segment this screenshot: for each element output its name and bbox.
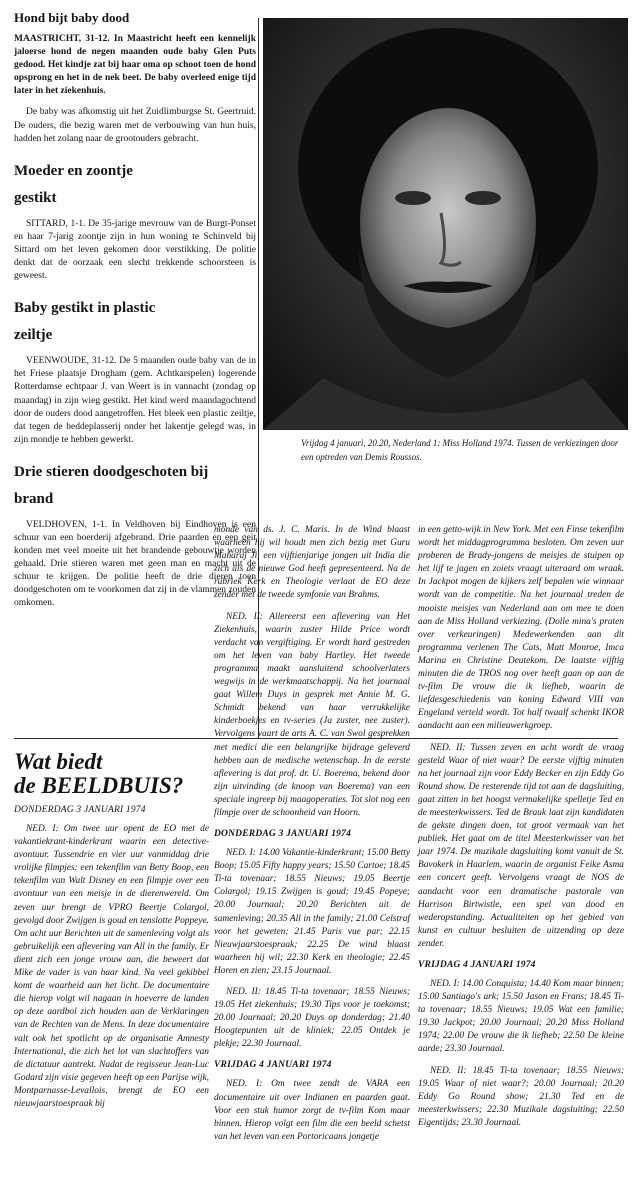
headline-drie-stieren: Drie stieren doodgeschoten bij brand [14, 463, 209, 507]
article-lead: MAASTRICHT, 31-12. In Maastricht heeft een kennelijk jaloerse hond de negen maanden oude baby Glen Puts gedood. Het kindje zat bij haar oma op schoot toen de hond opsprong en het in de nek beet. De baby overleed enige tijd later in het ziekenhuis. [14, 34, 256, 97]
article-body: VEENWOUDE, 31-12. De 5 maanden oude baby van de in het Friese plaatsje Drogham (gem. Achtkarspelen) logerende Rotterdamse echtpaar J. van Weert is in vannacht (zondag op maandag) in zijn wieg gestikt. Het kind werd maandagochtend door de ouders dood aangetroffen. Het bleek een plastic zeiltje, dat tegen de beddeplasserij onder het lakentje gelegd was, in zijn mondje te hebben gewerkt. [14, 356, 256, 445]
day-header-thursday: DONDERDAG 3 JANUARI 1974 [214, 829, 352, 840]
day-header-friday: VRIJDAG 4 JANUARI 1974 [214, 1060, 332, 1071]
day-header-friday: VRIJDAG 4 JANUARI 1974 [418, 960, 536, 970]
program-text: NED. II: Tussen zeven en acht wordt de vraag gesteld Waar of niet waar? De eerste vijftig minuten na het journaal zijn voor Eddy Becker en zijn Eddy Go Round show. De resterende tijd tot aan de dagsluiting, gaat zitten in het hoogst vermakelijke spelletje Ted en de meesterkwissers. Ted de Brauk laat zijn kandidaten de gekste dingen doen, tot groot vermaak van het publiek. Het gaat om de titel Meesterkwisser van het jaar 1974. De muzikale dagsluiting komt vanuit de St. Bavokerk in Haarlem, waarin de organist Feike Asma een concert geeft. Vervolgens vraagt de NOS de aandacht voor een dramatische pastorale van Harrison Birtwistle, een spel van dood en wederopstanding. Actualiteiten op het gebied van kunst en cultuur besluiten de uitzending op deze zender. [418, 742, 624, 949]
section-title [14, 750, 209, 798]
program-listing: NED. II: 18.45 Ti-ta tovenaar; 18.55 Nieuws; 19.05 Het ziekenhuis; 19.30 Tips voor je toekomst; 20.00 Journaal; 20.20 Duys op donderdag; 21.40 Hoogtepunten uit de kliniek; 22.05 Ontdek je plekje; 22.30 Journaal. [214, 987, 410, 1050]
photo-caption: Vrijdag 4 januari, 20.20, Nederland 1: Miss Holland 1974. Tussen de verkiezingen door een optreden van Demis Roussos. [301, 438, 619, 462]
program-listing: NED. I: 14.00 Conquista; 14.40 Kom maar binnen; 15.00 Santiago's ark; 15.50 Jason en Frans; 18.45 Ti-ta tovenaar; 18.55 Nieuws; 19.05 Wat een familie; 19.30 Jackpot; 20.00 Journaal; 20.20 Miss Holland 1974; 22.00 De vrouw die ik liefheb; 22.50 De kleine aarde; 23.30 Journaal. [418, 979, 624, 1055]
program-text: NED. I: Om twee uur opent de EO met de vakantiekrant-kinderkrant waarin een detective-avontuur. Tussendrie en vier uur vanmiddag drie vrolijke filmpjes: een tekenfilm van Betty Boop, een tekenfilm van Walt Disney en een filmpje over een avontuur van een meisje in de dierenwereld. Om zeven uur brengt de VPRO Beertje Colargol, gevolgd door Zwijgen is goud en tenslotte Poppeye. Om acht uur Berichten uit de samenleving volgt als gebruikelijk een aflevering van All in the family. Er dient zich een jonge vrouw aan, die beweert dat Mike de vader is van haar kind. Na veel gekibbel komt de waarheid aan het licht. De documentaire die hierop volgt wil nagaan in hoeverre de landen op deze aardbol zich houden aan de Verklaringen van de Rechten van de Mens. In deze documentaire valt ook het spotlicht op de organisatie Amnesty International, die zich het lot van slachtoffers van de dictatuur aantrekt. Nadat de regisseur Jean-Luc Godard zijn visie gegeven heeft op een Parijse wijk, Montparnasse-Levallois, brengt de EO een nieuwjaarstoespraak bij [14, 824, 209, 1109]
photo-demis-roussos [263, 18, 628, 430]
headline-moeder-en-zoontje: Moeder en zoontje gestikt [14, 162, 133, 206]
article-body: De baby was afkomstig uit het Zuidlimburgse St. Geertruid. De ouders, die bezig waren met de verbouwing van hun huis, hadden het zolang naar de grootouders gebracht. [14, 107, 256, 144]
day-header-thursday: DONDERDAG 3 JANUARI 1974 [14, 805, 146, 815]
program-listing: NED. I: 14.00 Vakantie-kinderkrant; 15.00 Betty Boop; 15.05 Fifty happy years; 15.50 Cartoe; 18.45 Ti-ta tovenaar; 18.55 Nieuws; 19.05 Beertje Colargol; 19.15 Zwijgen is goud; 19.45 Popeye; 20.00 Journaal; 20.20 Berichten uit de samenleving; 20.35 All in the family; 21.00 Celstraf voor het geweten; 21.45 Paris vue par; 22.15 Nieuwjaarstoespraak; 22.25 De wind blaast waarheen hij wil; 22.30 Kerk en theologie; 22.45 Horen en zien; 23.15 Journaal. [214, 848, 410, 976]
article-body: VELDHOVEN, 1-1. In Veldhoven bij Eindhoven is een schuur van een boerderij afgebrand. Drie paarden en een geit konden met veel moeite uit het brandende gebouwtje worden gehaald. Drie stieren waren met geen man en macht uit de schuur te krijgen. De politie heeft de drie dieren toen doodgeschoten om te voorkomen dat zij in de vlammen zouden omkomen. [14, 519, 256, 609]
program-listing: NED. II: 18.45 Ti-ta tovenaar; 18.55 Nieuws; 19.05 Waar of niet waar?; 20.00 Journaal; 20.20 Eddy Go Round show; 21.30 Ted en de meesterkwissers; 22.30 Muzikale dagsluiting; 22.50 Eigentijds; 23.30 Journaal. [418, 1065, 624, 1128]
tv-column-1 [14, 750, 209, 1111]
headline-hond-bijt-baby-dood: Hond bijt baby dood [14, 10, 130, 25]
program-text: monde van ds. J. C. Maris. In de Wind blaast waarheen hij wil houdt men zich bezig met Guru Maharaj Ji, een vijftienjarige jongen uit India die zich als de nieuwe God heeft gepresenteerd. Na de rubriek Kerk en Theologie verlaat de EO deze zender met de tweede symfonie van Brahms. [214, 525, 410, 601]
portrait-image [263, 18, 628, 430]
program-text: NED. I: Om twee zendt de VARA een documentaire uit over Indianen en paarden gaat. Voor een stuk humor zorgt de tv-film Kom maar binnen. Hierop volgt een film die een beeld schetst van het leven van een Portoricaans jongetje [214, 1079, 410, 1142]
section-title-line2: de BEELDBUIS? [14, 773, 184, 798]
tv-column-2 [214, 524, 410, 1144]
article-body: SITTARD, 1-1. De 35-jarige mevrouw van de Burgt-Ponset en haar 7-jarig zoontje zijn in hun woning te Schinveld bij Sittard om het leven gekomen door verstikking. De politie denkt dat de oorzaak een slecht trekkende schoorsteen is geweest. [14, 218, 256, 282]
tv-column-3 [418, 524, 624, 1130]
section-title-line1: Wat biedt [14, 749, 103, 774]
program-text: in een getto-wijk in New York. Met een Finse tekenfilm wordt het middagprogramma besloten. Om zeven uur proberen de Brady-jongens de meisjes de stuipen op het lijf te jagen en zoiets vraagt uiteraard om wraak. In Jackpot mogen de kijkers zelf bepalen wie winnaar wordt van de competitie. Na het journaal treden de mooiste meisjes van Nederland aan om mee te doen aan de Miss Holland verkiezing. (Dolle mina's praten over verkeuringen) Medewerkenden aan dit programma verlenen The Cats, Matt Monroe, Imca Marina en Christine Deutekom. De laatste vijftig minuten die de TROS nog over heeft gaan op aan de tv-film De vrouw die ik liefheb, waarin de liefdesgeschiedenis van koning Edward VIII van Engeland verteld wordt. Tot half twaalf schenkt IKOR aandacht aan een milieuwerkgroep. [418, 525, 624, 732]
program-text: NED. II: Allereerst een aflevering van Het Ziekenhuis, waarin zuster Hilde Price wordt verdacht van vergiftiging. Er wordt hard gestreden om het leven van baby Hartley. Het tweede programma maakt aansluitend schoolverlaters wegwijs in de werkmaatschappij. Na het journaal gaat Willem Duys in gesprek met Annie M. G. Schmidt bekend van haar verrukkelijke kinderboekjes en tv-series (Ja zuster, nee zuster). Vervolgens vaart de arts A. C. van Swol gesprekken met medici die een belangrijke bijdrage geleverd hebben aan de medische wetenschap. In de eerste aflevering is dat prof. dr. U. Boerema, bekend door zijn uitvinding (de knoop van Boerema) van een speciale ingreep bij maagoperaties. Tot slot nog een filmpje over de schoonheid van Hoorn. [214, 611, 410, 818]
headline-baby-gestikt: Baby gestikt in plastic zeiltje [14, 300, 156, 344]
